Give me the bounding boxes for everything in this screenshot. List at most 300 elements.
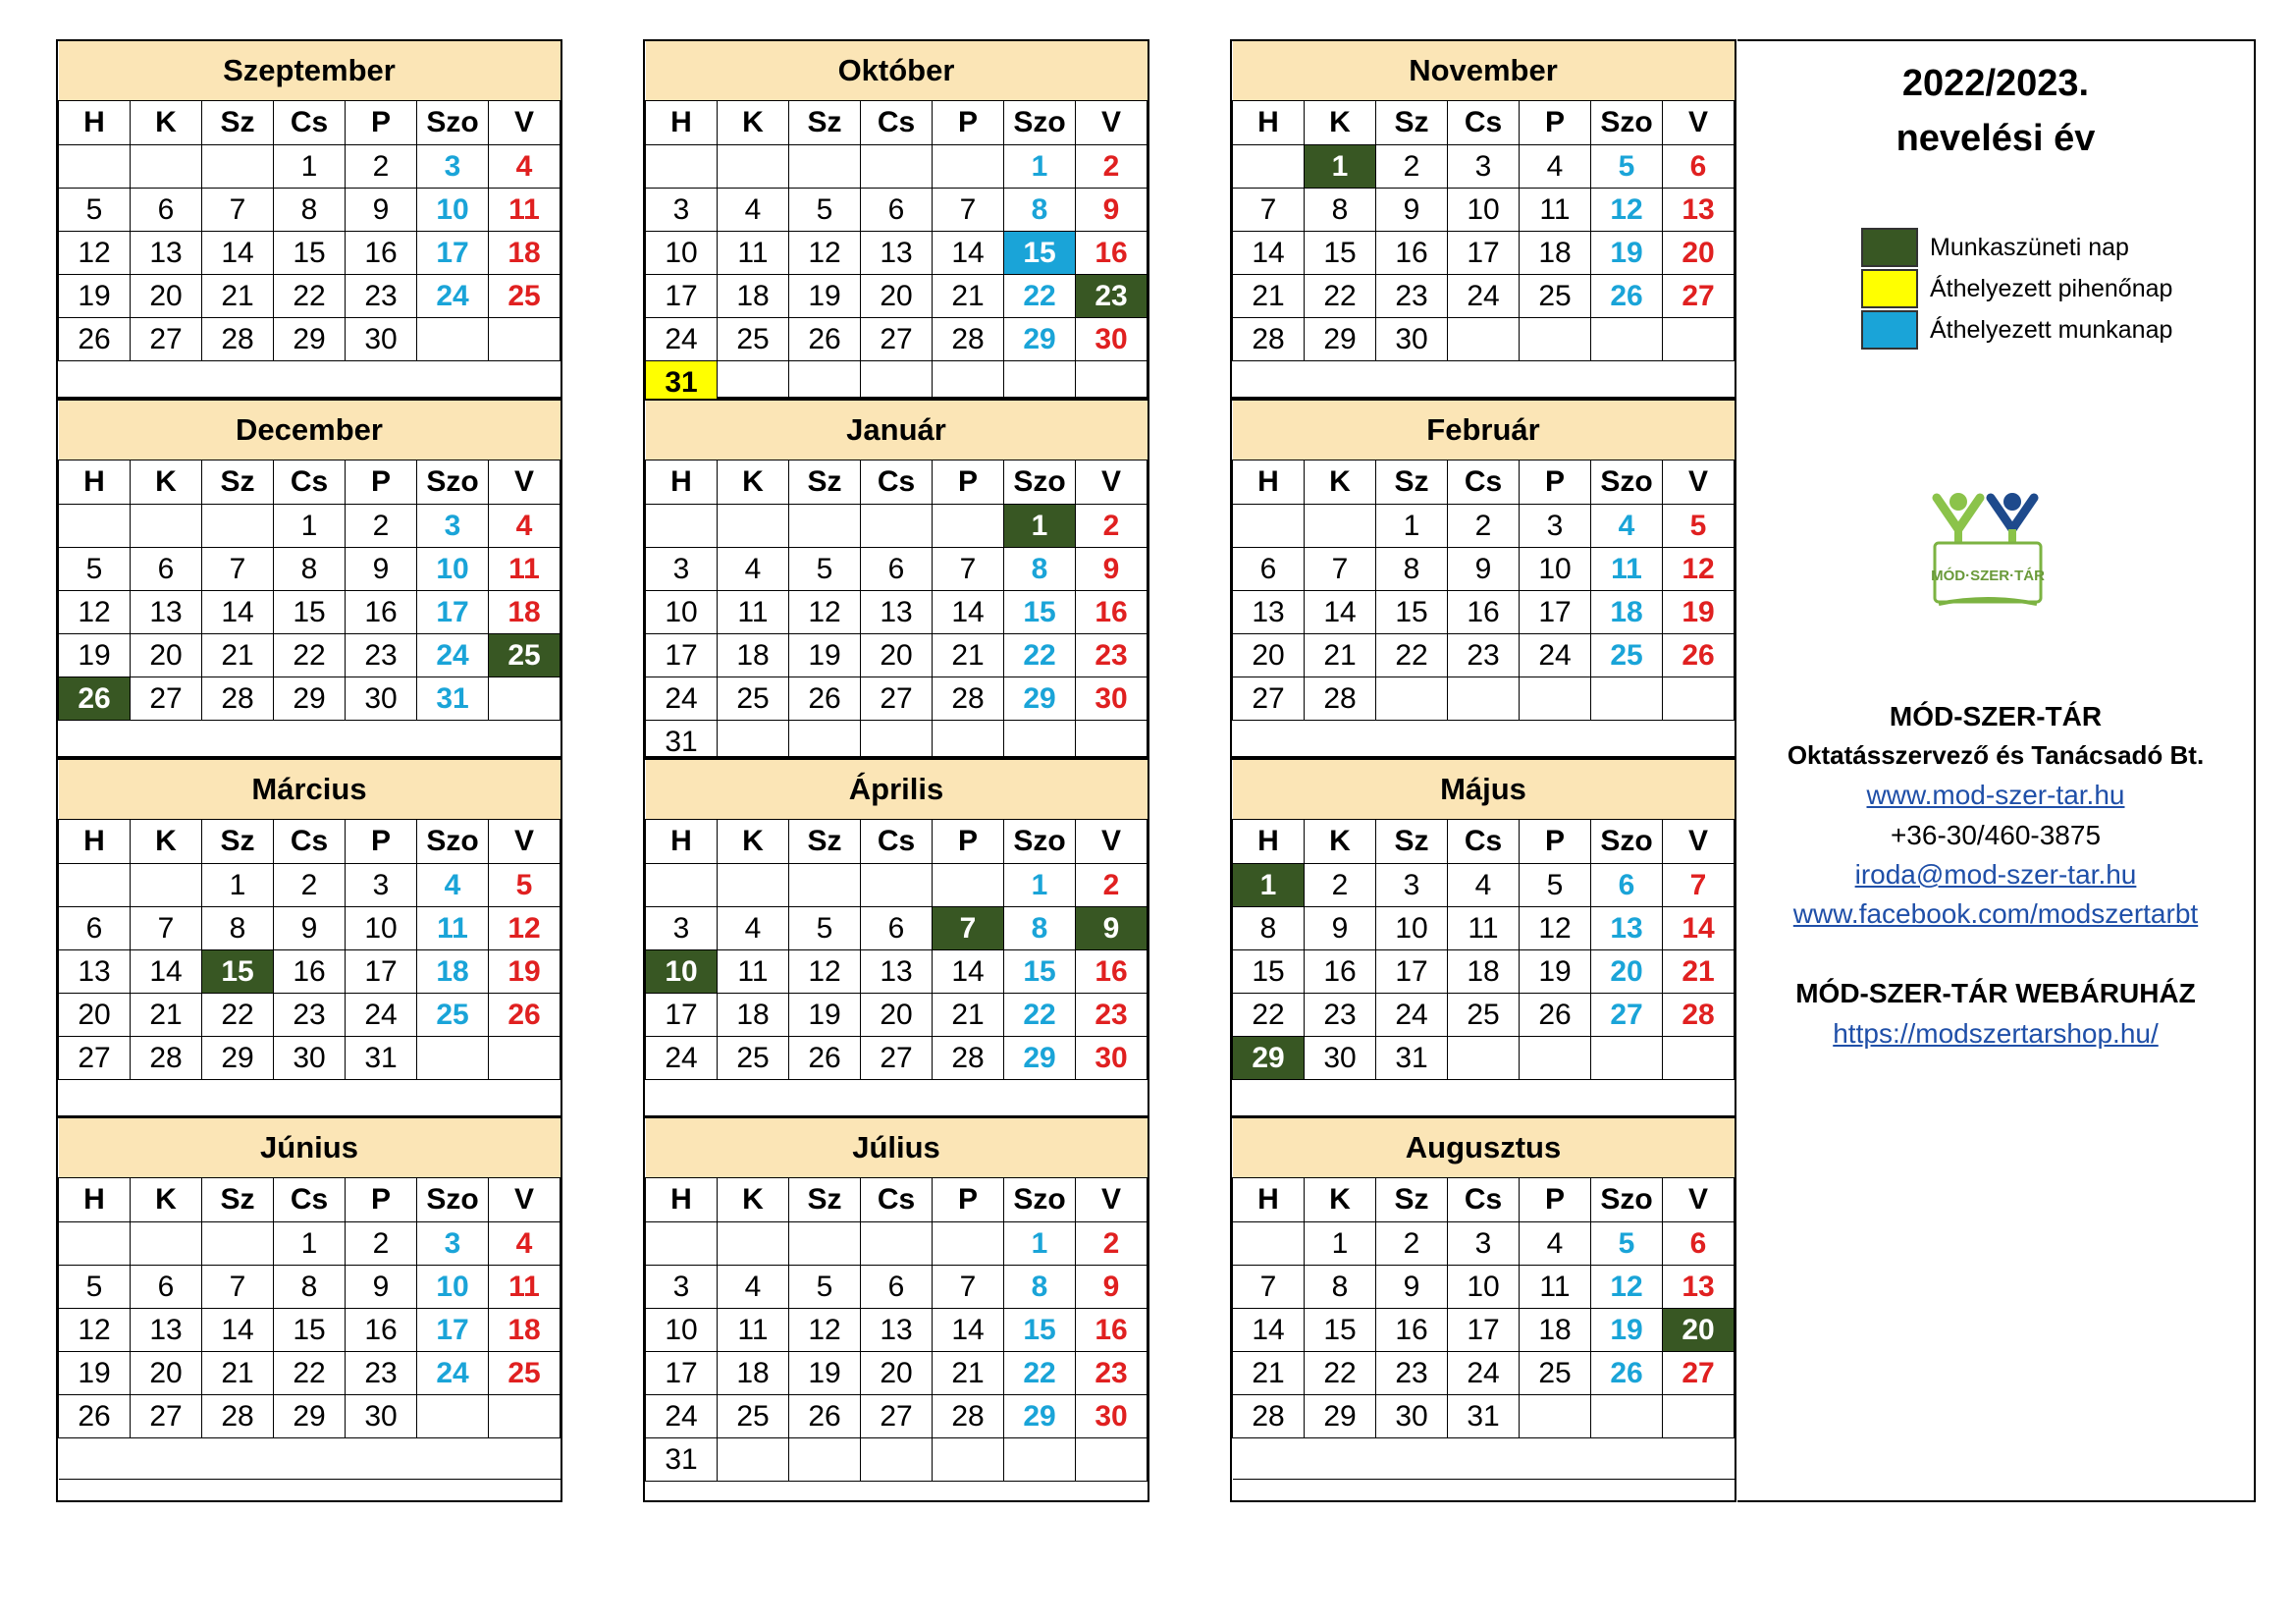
- day-cell: 14: [202, 232, 274, 275]
- day-cell: 10: [646, 591, 718, 634]
- day-cell: 27: [861, 1395, 933, 1438]
- day-cell: 19: [789, 1352, 861, 1395]
- day-cell: 6: [131, 1266, 202, 1309]
- holiday-swatch: [1861, 228, 1918, 267]
- day-cell: 14: [1233, 232, 1305, 275]
- weekday-header: H: [59, 820, 131, 864]
- school-year-title: 2022/2023.: [1901, 63, 2090, 104]
- empty-cell: [933, 1438, 1004, 1482]
- empty-cell: [861, 505, 933, 548]
- month-table: [1232, 401, 1735, 762]
- empty-cell: [131, 1222, 202, 1266]
- day-cell: 21: [933, 634, 1004, 677]
- blank-row: [1233, 1438, 1735, 1480]
- empty-cell: [59, 1222, 131, 1266]
- day-cell: 1: [1305, 1222, 1376, 1266]
- day-cell: 31: [417, 677, 489, 721]
- day-cell: 19: [789, 994, 861, 1037]
- weekday-header: V: [1076, 101, 1148, 145]
- weekday-header: P: [1520, 1178, 1591, 1222]
- empty-cell: [789, 505, 861, 548]
- week-row: [1233, 275, 1735, 318]
- facebook-link[interactable]: www.facebook.com/modszertarbt: [1792, 898, 2199, 929]
- day-cell: 22: [1004, 634, 1076, 677]
- day-cell: 16: [274, 950, 346, 994]
- empty-cell: [1448, 677, 1520, 721]
- week-row: [646, 1309, 1148, 1352]
- empty-cell: [718, 721, 789, 764]
- shop-title: MÓD-SZER-TÁR WEBÁRUHÁZ: [1795, 978, 2196, 1008]
- day-cell: 12: [789, 950, 861, 994]
- day-cell: 30: [274, 1037, 346, 1080]
- month-februar: [1230, 399, 1736, 758]
- day-cell: 6: [131, 189, 202, 232]
- weekday-header: Cs: [861, 1178, 933, 1222]
- day-cell: 23: [346, 634, 417, 677]
- empty-cell: [1376, 677, 1448, 721]
- empty-cell: [1663, 677, 1735, 721]
- weekday-header: Szo: [417, 820, 489, 864]
- weekday-header: H: [1233, 1178, 1305, 1222]
- week-row: [1233, 1266, 1735, 1309]
- empty-cell: [861, 145, 933, 189]
- day-cell: 28: [933, 677, 1004, 721]
- day-cell: 14: [1663, 907, 1735, 950]
- day-cell: 19: [1591, 232, 1663, 275]
- week-row: [646, 1438, 1148, 1482]
- month-table: [645, 760, 1148, 1121]
- day-cell: 27: [861, 677, 933, 721]
- day-cell: 5: [1591, 1222, 1663, 1266]
- day-cell: 24: [417, 634, 489, 677]
- day-cell: 15: [274, 232, 346, 275]
- empty-cell: [417, 1037, 489, 1080]
- day-cell: 11: [489, 189, 561, 232]
- website-link[interactable]: www.mod-szer-tar.hu: [1866, 780, 2125, 810]
- shop-link[interactable]: https://modszertarshop.hu/: [1833, 1018, 2159, 1049]
- weekday-header: Sz: [202, 1178, 274, 1222]
- blank-row: [59, 1438, 561, 1480]
- weekday-header: K: [718, 101, 789, 145]
- day-cell: 10: [417, 189, 489, 232]
- day-cell: 9: [1076, 907, 1148, 950]
- day-cell: 10: [417, 1266, 489, 1309]
- day-cell: 3: [646, 1266, 718, 1309]
- day-cell: 21: [1233, 1352, 1305, 1395]
- empty-cell: [789, 361, 861, 405]
- day-cell: 6: [59, 907, 131, 950]
- day-cell: 15: [1376, 591, 1448, 634]
- empty-cell: [131, 505, 202, 548]
- school-year-subtitle: nevelési év: [1896, 118, 2096, 159]
- weekday-header: V: [1663, 101, 1735, 145]
- day-cell: 25: [718, 318, 789, 361]
- weekday-header: Szo: [1591, 820, 1663, 864]
- empty-cell: [489, 677, 561, 721]
- day-cell: 10: [1448, 1266, 1520, 1309]
- month-table: [645, 1118, 1148, 1482]
- day-cell: 16: [1076, 232, 1148, 275]
- weekday-header: H: [59, 101, 131, 145]
- empty-cell: [933, 361, 1004, 405]
- day-cell: 19: [59, 1352, 131, 1395]
- day-cell: 12: [1663, 548, 1735, 591]
- weekday-header: P: [933, 1178, 1004, 1222]
- day-cell: 5: [59, 548, 131, 591]
- day-cell: 15: [274, 591, 346, 634]
- weekday-header: K: [718, 1178, 789, 1222]
- day-cell: 26: [59, 1395, 131, 1438]
- week-row: [1233, 232, 1735, 275]
- day-cell: 3: [1448, 145, 1520, 189]
- day-cell: 29: [274, 1395, 346, 1438]
- day-cell: 8: [274, 189, 346, 232]
- day-cell: 17: [1376, 950, 1448, 994]
- day-cell: 25: [718, 1037, 789, 1080]
- day-cell: 30: [346, 677, 417, 721]
- weekday-header: K: [131, 1178, 202, 1222]
- day-cell: 5: [789, 1266, 861, 1309]
- week-row: [646, 864, 1148, 907]
- week-row: [646, 994, 1148, 1037]
- day-cell: 3: [646, 907, 718, 950]
- weekday-header: Szo: [417, 101, 489, 145]
- weekday-header: H: [646, 820, 718, 864]
- week-row: [646, 591, 1148, 634]
- day-cell: 25: [489, 275, 561, 318]
- weekday-header: P: [346, 460, 417, 505]
- empty-cell: [718, 1438, 789, 1482]
- day-cell: 23: [346, 275, 417, 318]
- day-cell: 6: [861, 1266, 933, 1309]
- day-cell: 5: [1663, 505, 1735, 548]
- day-cell: 22: [1004, 1352, 1076, 1395]
- day-cell: 28: [202, 677, 274, 721]
- empty-cell: [718, 145, 789, 189]
- day-cell: 4: [1520, 1222, 1591, 1266]
- month-title: Június: [59, 1118, 561, 1178]
- day-cell: 19: [59, 275, 131, 318]
- empty-cell: [933, 145, 1004, 189]
- empty-cell: [1520, 1395, 1591, 1438]
- day-cell: 5: [489, 864, 561, 907]
- email-link[interactable]: iroda@mod-szer-tar.hu: [1854, 859, 2137, 890]
- day-cell: 19: [789, 634, 861, 677]
- empty-cell: [1076, 361, 1148, 405]
- empty-cell: [646, 145, 718, 189]
- weekday-header: H: [59, 1178, 131, 1222]
- week-row: [1233, 1352, 1735, 1395]
- weekday-header: Cs: [274, 1178, 346, 1222]
- weekday-header: Sz: [1376, 460, 1448, 505]
- day-cell: 12: [1520, 907, 1591, 950]
- empty-cell: [861, 1438, 933, 1482]
- day-cell: 20: [861, 994, 933, 1037]
- day-cell: 6: [1233, 548, 1305, 591]
- empty-cell: [718, 864, 789, 907]
- empty-cell: [789, 721, 861, 764]
- day-cell: 9: [346, 1266, 417, 1309]
- day-cell: 3: [646, 548, 718, 591]
- day-cell: 7: [933, 1266, 1004, 1309]
- month-title: Január: [646, 401, 1148, 460]
- day-cell: 21: [933, 1352, 1004, 1395]
- weekday-header: Szo: [417, 1178, 489, 1222]
- weekday-header: Szo: [1591, 460, 1663, 505]
- week-row: [1233, 1395, 1735, 1438]
- empty-cell: [1004, 721, 1076, 764]
- empty-cell: [489, 1395, 561, 1438]
- empty-cell: [1520, 677, 1591, 721]
- empty-cell: [1004, 361, 1076, 405]
- day-cell: 27: [861, 318, 933, 361]
- day-cell: 3: [1520, 505, 1591, 548]
- day-cell: 2: [1376, 145, 1448, 189]
- day-cell: 3: [1376, 864, 1448, 907]
- month-marcius: [56, 758, 562, 1117]
- week-row: [1233, 994, 1735, 1037]
- weekday-header: K: [131, 460, 202, 505]
- month-table: [58, 760, 561, 1121]
- day-cell: 3: [346, 864, 417, 907]
- day-cell: 30: [1076, 318, 1148, 361]
- weekday-header: Szo: [1004, 820, 1076, 864]
- weekday-header: H: [646, 101, 718, 145]
- day-cell: 20: [59, 994, 131, 1037]
- day-cell: 1: [274, 505, 346, 548]
- week-row: [646, 1395, 1148, 1438]
- weekday-header: Szo: [1004, 1178, 1076, 1222]
- day-cell: 23: [1448, 634, 1520, 677]
- empty-cell: [933, 505, 1004, 548]
- day-cell: 8: [1004, 548, 1076, 591]
- day-cell: 22: [1305, 275, 1376, 318]
- day-cell: 7: [202, 548, 274, 591]
- day-cell: 22: [202, 994, 274, 1037]
- month-oktober: [643, 39, 1149, 399]
- day-cell: 12: [59, 591, 131, 634]
- day-cell: 15: [1004, 950, 1076, 994]
- day-cell: 10: [646, 1309, 718, 1352]
- day-cell: 30: [1076, 1037, 1148, 1080]
- phone-number: +36-30/460-3875: [1890, 820, 2102, 850]
- blank-row: [59, 1080, 561, 1121]
- day-cell: 8: [202, 907, 274, 950]
- day-cell: 21: [1233, 275, 1305, 318]
- day-cell: 31: [646, 361, 718, 405]
- day-cell: 10: [1376, 907, 1448, 950]
- day-cell: 2: [1305, 864, 1376, 907]
- weekday-header: K: [1305, 1178, 1376, 1222]
- day-cell: 21: [202, 1352, 274, 1395]
- day-cell: 5: [59, 1266, 131, 1309]
- day-cell: 4: [1591, 505, 1663, 548]
- day-cell: 31: [1448, 1395, 1520, 1438]
- day-cell: 13: [861, 591, 933, 634]
- legend-workday: [1861, 308, 2172, 352]
- day-cell: 1: [1305, 145, 1376, 189]
- day-cell: 11: [718, 232, 789, 275]
- day-cell: 4: [1520, 145, 1591, 189]
- week-row: [59, 950, 561, 994]
- day-cell: 12: [59, 232, 131, 275]
- weekday-header: Cs: [861, 820, 933, 864]
- day-cell: 4: [718, 1266, 789, 1309]
- day-cell: 1: [1004, 1222, 1076, 1266]
- empty-cell: [1591, 1395, 1663, 1438]
- day-cell: 27: [131, 677, 202, 721]
- blank-row: [1233, 721, 1735, 762]
- day-cell: 26: [1591, 275, 1663, 318]
- day-cell: 24: [1448, 275, 1520, 318]
- weekday-header: Szo: [1591, 101, 1663, 145]
- day-cell: 30: [1305, 1037, 1376, 1080]
- day-cell: 25: [1520, 275, 1591, 318]
- week-row: [646, 275, 1148, 318]
- day-cell: 15: [1305, 1309, 1376, 1352]
- day-cell: 5: [789, 189, 861, 232]
- week-row: [1233, 145, 1735, 189]
- week-row: [1233, 907, 1735, 950]
- day-cell: 31: [646, 1438, 718, 1482]
- day-cell: 5: [789, 548, 861, 591]
- day-cell: 29: [1305, 318, 1376, 361]
- weekday-header: K: [1305, 460, 1376, 505]
- day-cell: 12: [789, 1309, 861, 1352]
- day-cell: 21: [933, 994, 1004, 1037]
- day-cell: 12: [59, 1309, 131, 1352]
- day-cell: 13: [131, 232, 202, 275]
- week-row: [646, 677, 1148, 721]
- legend-workday-label: Áthelyezett munkanap: [1930, 315, 2173, 344]
- weekday-header: P: [933, 460, 1004, 505]
- month-december: [56, 399, 562, 758]
- day-cell: 25: [489, 634, 561, 677]
- rest-day-swatch: [1861, 269, 1918, 308]
- day-cell: 25: [489, 1352, 561, 1395]
- day-cell: 11: [489, 1266, 561, 1309]
- day-cell: 27: [131, 318, 202, 361]
- day-cell: 8: [1004, 907, 1076, 950]
- day-cell: 28: [202, 1395, 274, 1438]
- week-row: [59, 1352, 561, 1395]
- weekday-header: H: [1233, 820, 1305, 864]
- weekday-header: Szo: [1591, 1178, 1663, 1222]
- day-cell: 13: [861, 232, 933, 275]
- day-cell: 24: [1520, 634, 1591, 677]
- day-cell: 29: [1004, 1037, 1076, 1080]
- week-row: [646, 145, 1148, 189]
- week-row: [59, 1266, 561, 1309]
- day-cell: 16: [1376, 1309, 1448, 1352]
- day-cell: 15: [1004, 591, 1076, 634]
- day-cell: 16: [1076, 950, 1148, 994]
- week-row: [59, 677, 561, 721]
- day-cell: 14: [933, 950, 1004, 994]
- empty-cell: [417, 1395, 489, 1438]
- weekday-header: Szo: [1004, 101, 1076, 145]
- day-cell: 13: [861, 1309, 933, 1352]
- day-cell: 16: [346, 1309, 417, 1352]
- day-cell: 14: [933, 232, 1004, 275]
- legend-rest-day-label: Áthelyezett pihenőnap: [1930, 274, 2173, 302]
- weekday-header: Sz: [1376, 101, 1448, 145]
- day-cell: 10: [646, 950, 718, 994]
- empty-cell: [131, 145, 202, 189]
- day-cell: 29: [1305, 1395, 1376, 1438]
- week-row: [59, 907, 561, 950]
- day-cell: 19: [59, 634, 131, 677]
- day-cell: 12: [1591, 189, 1663, 232]
- week-row: [59, 275, 561, 318]
- day-cell: 28: [1663, 994, 1735, 1037]
- week-row: [59, 1037, 561, 1080]
- weekday-header: P: [1520, 820, 1591, 864]
- day-cell: 24: [646, 318, 718, 361]
- day-cell: 18: [1591, 591, 1663, 634]
- day-cell: 17: [646, 275, 718, 318]
- day-cell: 9: [346, 548, 417, 591]
- day-cell: 29: [1004, 318, 1076, 361]
- day-cell: 18: [1520, 1309, 1591, 1352]
- weekday-header: P: [346, 820, 417, 864]
- day-cell: 29: [1004, 677, 1076, 721]
- empty-cell: [489, 1037, 561, 1080]
- week-row: [1233, 864, 1735, 907]
- day-cell: 1: [1004, 505, 1076, 548]
- day-cell: 30: [346, 318, 417, 361]
- day-cell: 15: [1305, 232, 1376, 275]
- day-cell: 21: [1305, 634, 1376, 677]
- weekday-header: V: [1663, 1178, 1735, 1222]
- weekday-header: K: [1305, 820, 1376, 864]
- day-cell: 18: [489, 591, 561, 634]
- day-cell: 8: [274, 1266, 346, 1309]
- day-cell: 18: [489, 232, 561, 275]
- day-cell: 7: [1663, 864, 1735, 907]
- day-cell: 1: [1376, 505, 1448, 548]
- month-szeptember: [56, 39, 562, 399]
- weekday-header: Szo: [417, 460, 489, 505]
- week-row: [646, 232, 1148, 275]
- week-row: [646, 634, 1148, 677]
- week-row: [59, 505, 561, 548]
- day-cell: 31: [1376, 1037, 1448, 1080]
- empty-cell: [861, 864, 933, 907]
- weekday-header: K: [718, 460, 789, 505]
- day-cell: 26: [789, 1037, 861, 1080]
- day-cell: 7: [1233, 1266, 1305, 1309]
- day-cell: 22: [1004, 275, 1076, 318]
- day-cell: 15: [1004, 232, 1076, 275]
- day-cell: 7: [1305, 548, 1376, 591]
- blank-row: [1233, 1080, 1735, 1121]
- week-row: [59, 189, 561, 232]
- day-cell: 27: [1233, 677, 1305, 721]
- week-row: [59, 548, 561, 591]
- empty-cell: [1663, 318, 1735, 361]
- month-table: [58, 41, 561, 403]
- day-cell: 23: [1076, 275, 1148, 318]
- day-cell: 25: [718, 1395, 789, 1438]
- day-cell: 9: [274, 907, 346, 950]
- day-cell: 2: [1076, 145, 1148, 189]
- workday-swatch: [1861, 310, 1918, 350]
- day-cell: 2: [1376, 1222, 1448, 1266]
- day-cell: 8: [1004, 1266, 1076, 1309]
- day-cell: 17: [646, 994, 718, 1037]
- weekday-header: V: [1663, 460, 1735, 505]
